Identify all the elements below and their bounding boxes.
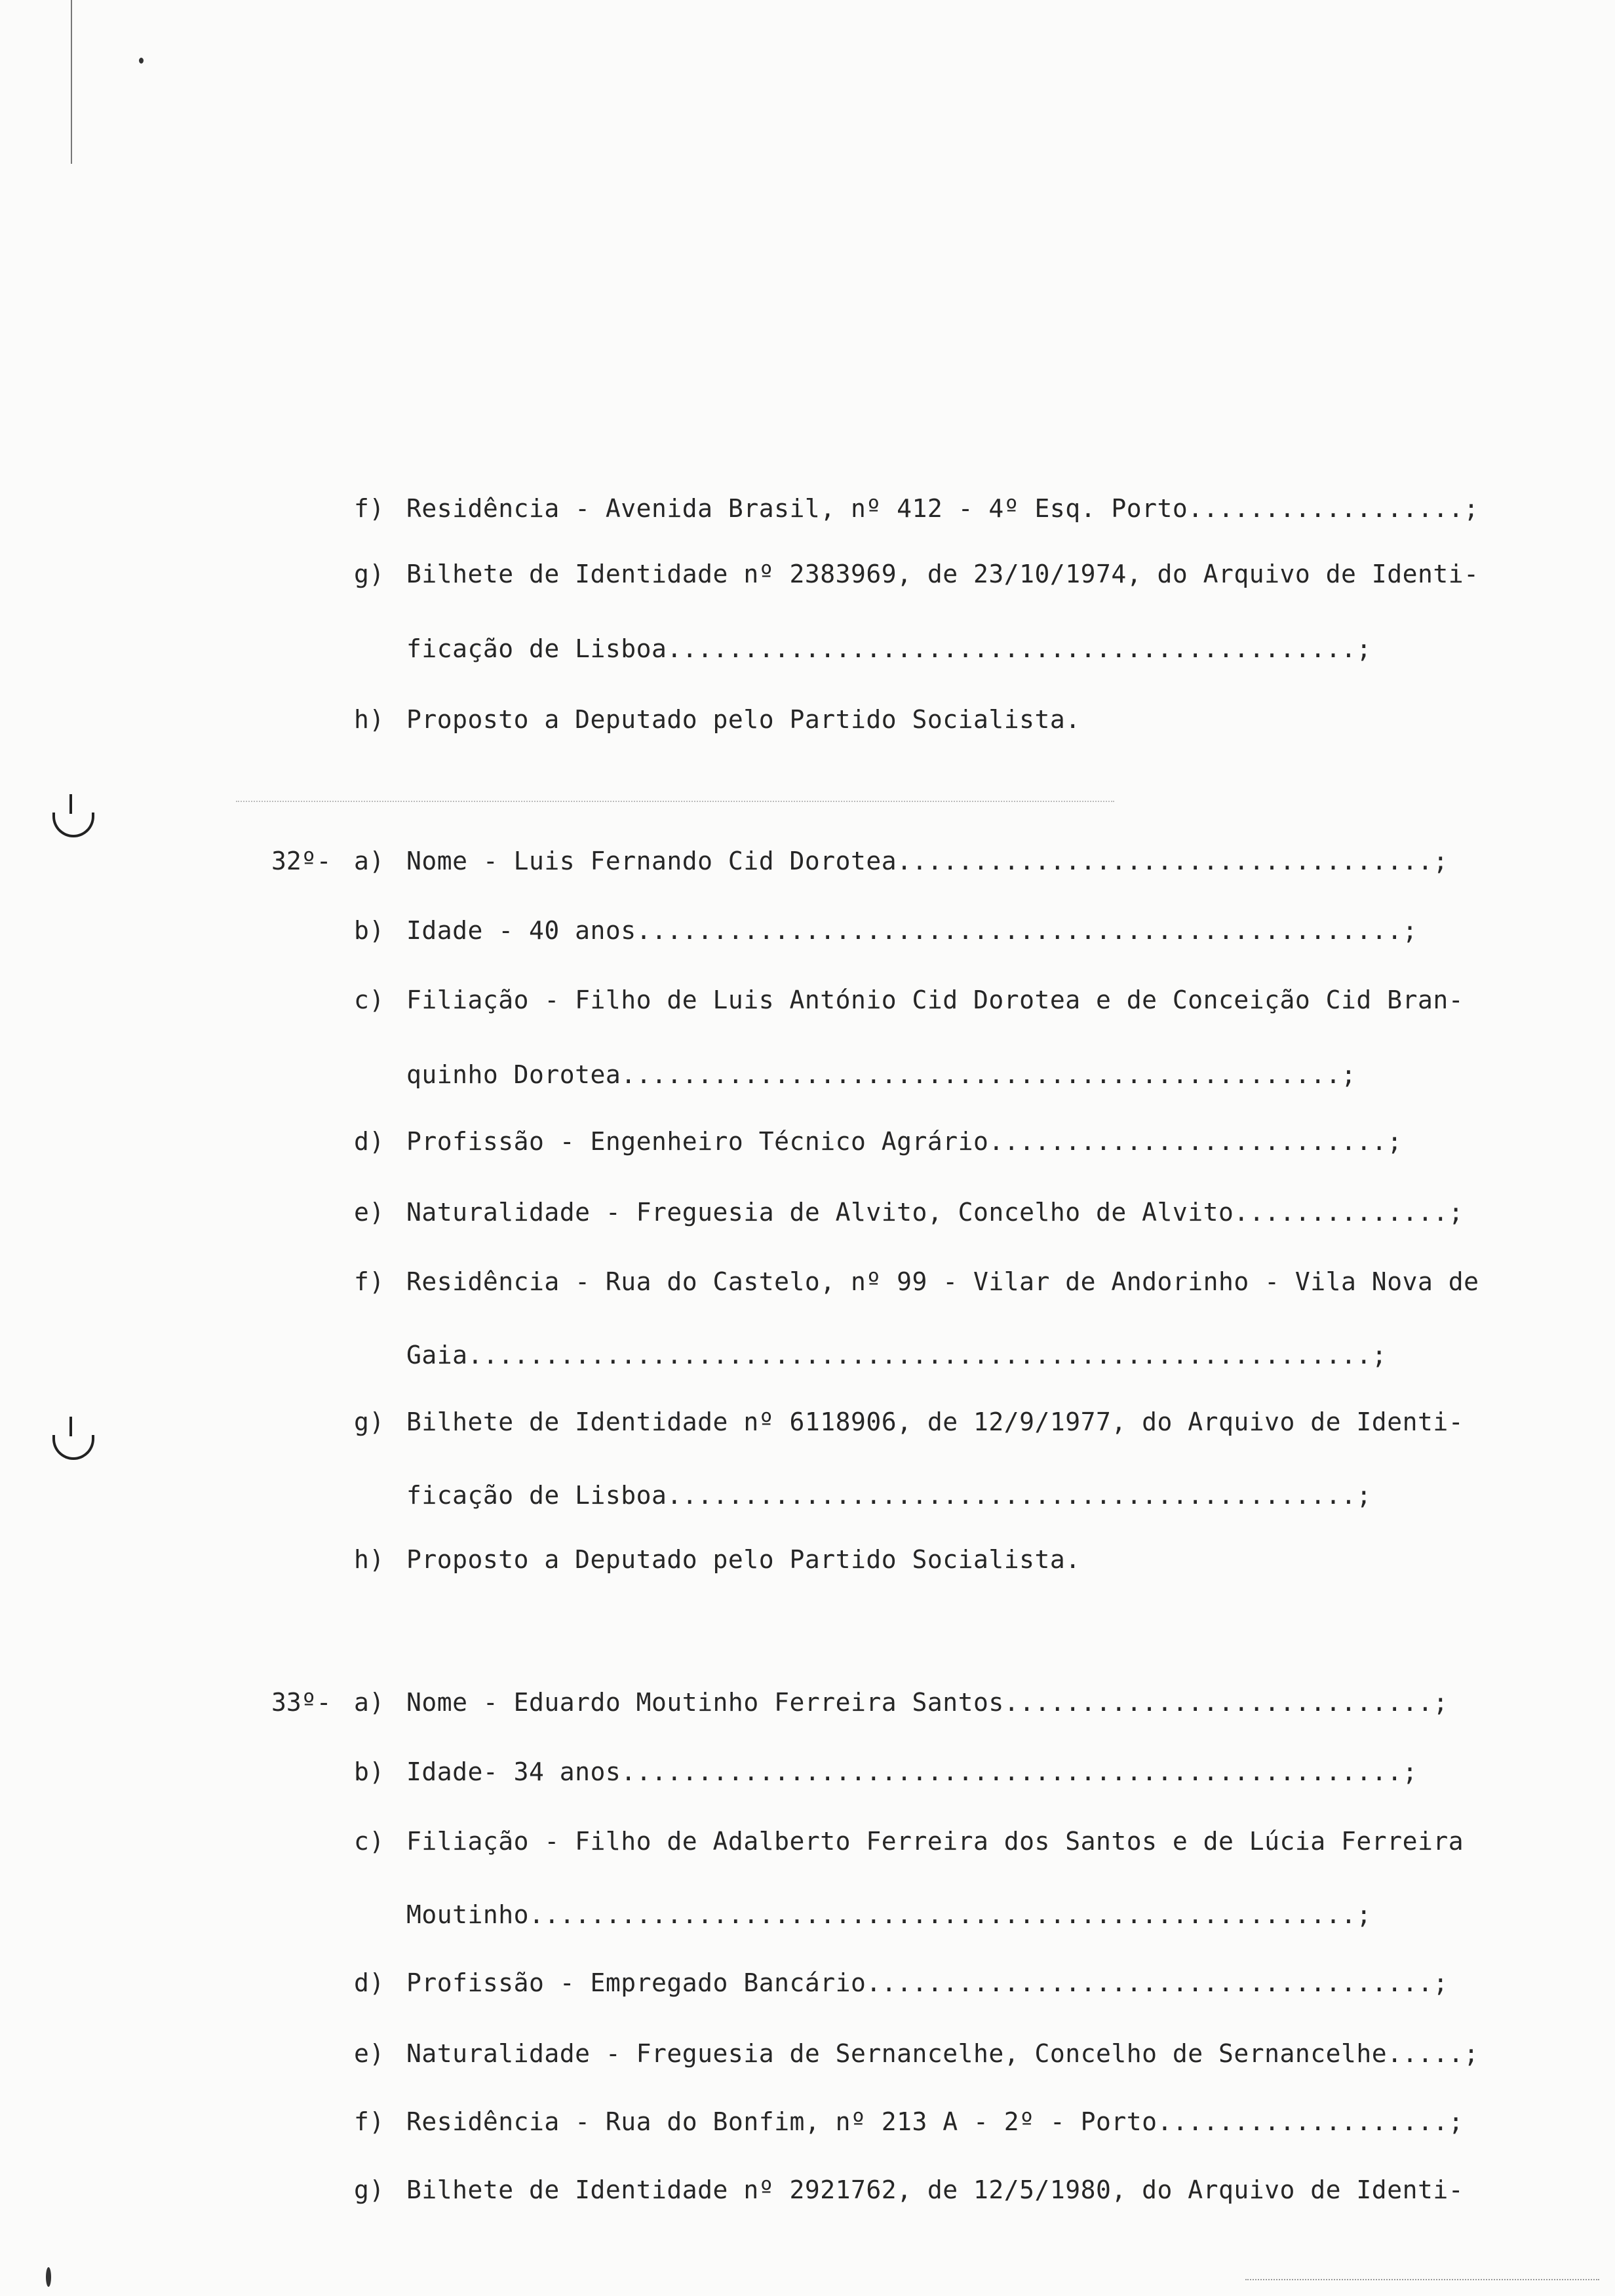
item-label: d) — [354, 1968, 385, 1997]
residence-line: Residência - Rua do Castelo, nº 99 - Vilar de Andorinho - Vila Nova de — [406, 1267, 1479, 1296]
item-label: e) — [354, 2039, 385, 2068]
proposal-line: Proposto a Deputado pelo Partido Socialista. — [406, 705, 1081, 734]
item-label: h) — [354, 1545, 385, 1574]
item-label: f) — [354, 2107, 385, 2136]
residence-line: Residência - Rua do Bonfim, nº 213 A - 2º - Porto...................; — [406, 2107, 1464, 2136]
id-card-line: Bilhete de Identidade nº 2383969, de 23/10/1974, do Arquivo de Identi- — [406, 560, 1479, 588]
item-label: b) — [354, 916, 385, 945]
parentage-line-cont: quinho Dorotea...............................................; — [406, 1060, 1357, 1089]
id-card-line: Bilhete de Identidade nº 2921762, de 12/5/1980, do Arquivo de Identi- — [406, 2175, 1464, 2204]
age-line: Idade- 34 anos...................................................; — [406, 1757, 1418, 1786]
ink-speck — [139, 58, 144, 64]
item-label: g) — [354, 2175, 385, 2204]
parentage-line: Filiação - Filho de Adalberto Ferreira dos Santos e de Lúcia Ferreira — [406, 1827, 1464, 1856]
id-card-line: Bilhete de Identidade nº 6118906, de 12/9/1977, do Arquivo de Identi- — [406, 1407, 1464, 1436]
item-label: g) — [354, 560, 385, 588]
proposal-line: Proposto a Deputado pelo Partido Socialista. — [406, 1545, 1081, 1574]
id-card-line-cont: ficação de Lisboa.............................................; — [406, 1481, 1372, 1510]
item-label: a) — [354, 1688, 385, 1717]
margin-tick-mark — [52, 1435, 94, 1460]
item-label: d) — [354, 1127, 385, 1156]
name-line: Nome - Luis Fernando Cid Dorotea...................................; — [406, 847, 1449, 875]
id-card-line-cont: ficação de Lisboa.............................................; — [406, 634, 1372, 663]
item-label: e) — [354, 1198, 385, 1227]
birthplace-line: Naturalidade - Freguesia de Sernancelhe, Concelho de Sernancelhe.....; — [406, 2039, 1479, 2068]
entry-number: 33º- — [271, 1688, 332, 1717]
birthplace-line: Naturalidade - Freguesia de Alvito, Concelho de Alvito..............; — [406, 1198, 1464, 1227]
faint-rule — [1245, 2279, 1599, 2280]
age-line: Idade - 40 anos..................................................; — [406, 916, 1418, 945]
item-label: b) — [354, 1757, 385, 1786]
item-label: f) — [354, 1267, 385, 1296]
ink-speck — [46, 2267, 51, 2287]
item-label: a) — [354, 847, 385, 875]
item-label: h) — [354, 705, 385, 734]
name-line: Nome - Eduardo Moutinho Ferreira Santos............................; — [406, 1688, 1449, 1717]
profession-line: Profissão - Engenheiro Técnico Agrário..........................; — [406, 1127, 1403, 1156]
profession-line: Profissão - Empregado Bancário.....................................; — [406, 1968, 1449, 1997]
item-label: f) — [354, 494, 385, 523]
margin-tick-mark — [52, 813, 94, 837]
residence-line: Residência - Avenida Brasil, nº 412 - 4º Esq. Porto..................; — [406, 494, 1479, 523]
entry-number: 32º- — [271, 847, 332, 875]
item-label: c) — [354, 985, 385, 1014]
margin-rule — [71, 0, 72, 164]
residence-line-cont: Gaia...........................................................; — [406, 1341, 1388, 1369]
parentage-line: Filiação - Filho de Luis António Cid Dorotea e de Conceição Cid Bran- — [406, 985, 1464, 1014]
parentage-line-cont: Moutinho......................................................; — [406, 1900, 1372, 1929]
item-label: c) — [354, 1827, 385, 1856]
item-label: g) — [354, 1407, 385, 1436]
faint-rule — [236, 801, 1114, 802]
